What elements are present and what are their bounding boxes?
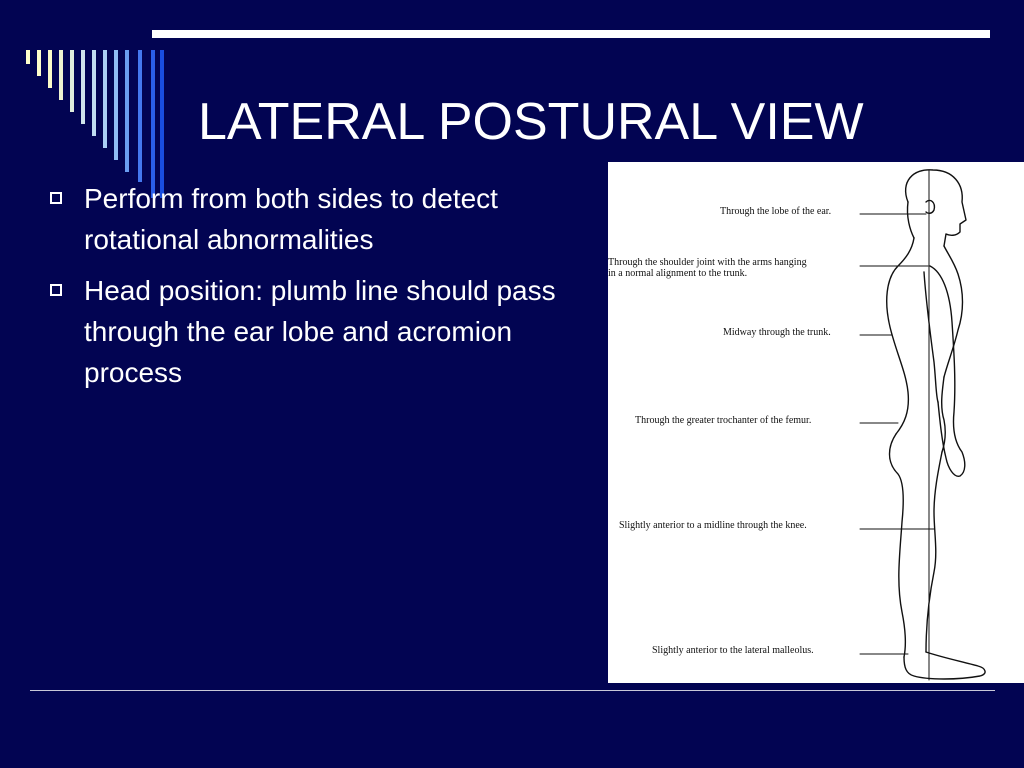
landmark-label-malleolus: Slightly anterior to the lateral malleolus. (652, 645, 814, 656)
stripe (160, 50, 164, 198)
square-bullet-icon (50, 284, 62, 296)
stripe (48, 50, 52, 88)
landmark-label-knee: Slightly anterior to a midline through the knee. (619, 520, 807, 531)
bullet-text: Head position: plumb line should pass through the ear lobe and acromion process (84, 275, 556, 388)
stripe (81, 50, 85, 124)
landmark-label-trochanter: Through the greater trochanter of the femur. (635, 415, 812, 426)
stripe (37, 50, 41, 76)
stripe (138, 50, 142, 182)
stripe (151, 50, 155, 198)
posture-figure (608, 162, 1024, 683)
stripe (114, 50, 118, 160)
bullet-item (48, 178, 598, 260)
bullet-item (48, 270, 598, 393)
landmark-label-trunk: Midway through the trunk. (723, 327, 831, 338)
stripe (125, 50, 129, 172)
stripe (92, 50, 96, 136)
stripe (70, 50, 74, 112)
bottom-rule (30, 690, 995, 691)
square-bullet-icon (50, 192, 62, 204)
top-rule (152, 30, 990, 38)
slide-title: LATERAL POSTURAL VIEW (198, 93, 864, 151)
landmark-label-ear: Through the lobe of the ear. (720, 206, 832, 217)
landmark-label-shoulder-cont: in a normal alignment to the trunk. (608, 268, 748, 279)
landmark-label-shoulder: Through the shoulder joint with the arms hanging (608, 257, 807, 268)
bullet-list (48, 178, 598, 403)
stripe (26, 50, 30, 64)
stripe (59, 50, 63, 100)
stripe (103, 50, 107, 148)
bullet-text: Perform from both sides to detect rotational abnormalities (84, 183, 498, 255)
